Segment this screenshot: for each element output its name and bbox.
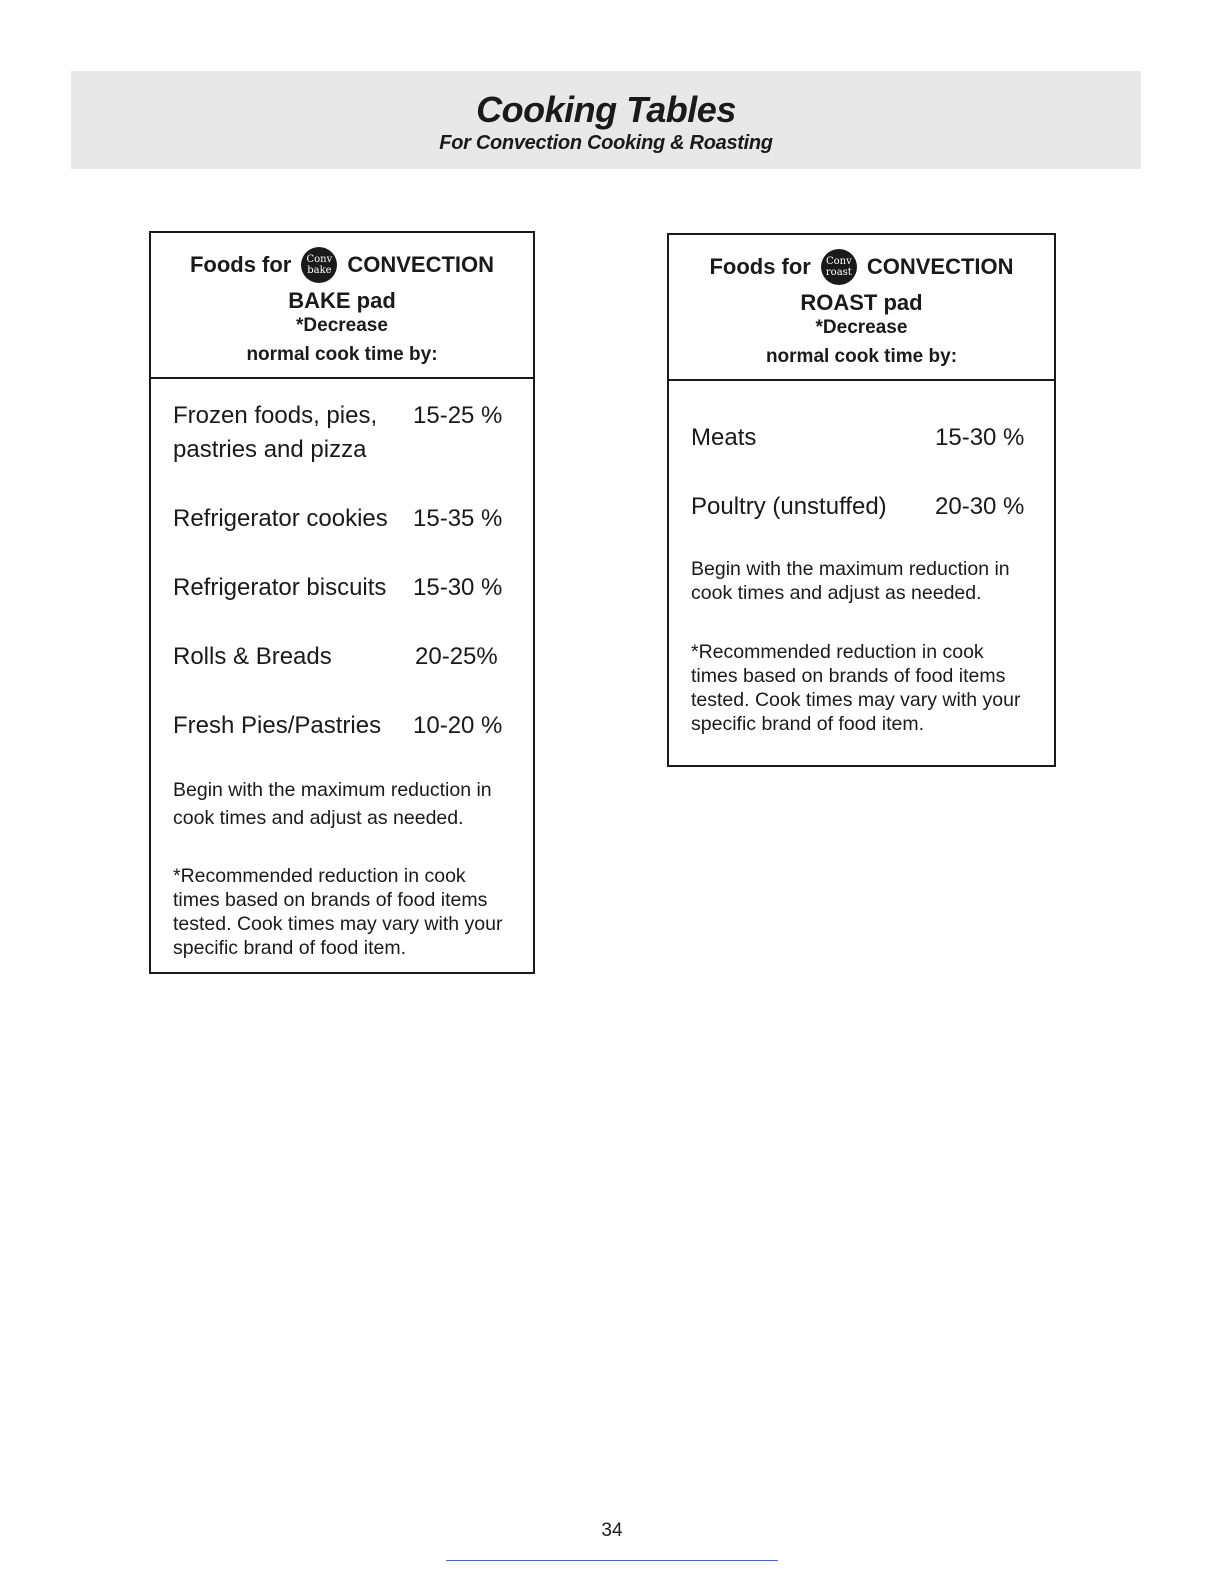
table-row-food: Poultry (unstuffed) [691,493,887,520]
page-subtitle: For Convection Cooking & Roasting [439,132,773,154]
conv-bake-icon: Conv bake [301,247,337,283]
roast-table-header [669,235,1054,381]
foods-for-label: Foods for [709,254,811,279]
recommended-note: *Recommended reduction in cook times based on brands of food items tested. Cook times may vary with your specific brand of food item. [691,641,1021,735]
table-row-food: Meats [691,424,757,451]
table-row-percent: 10-20 % [413,712,503,739]
page-title: Cooking Tables [476,89,736,130]
page-number: 34 [601,1520,623,1541]
table-row-percent: 20-25% [415,643,498,670]
table-row-food: Refrigerator biscuits [173,574,387,601]
convection-roast-table [667,233,1056,767]
convection-label: CONVECTION [866,254,1014,279]
table-row-food: Refrigerator cookies [173,505,388,532]
decrease-label: *Decrease [296,315,388,336]
recommended-note: *Recommended reduction in cook times based on brands of food items tested. Cook times may vary with your specific brand of food item. [173,865,503,959]
table-row-percent: 20-30 % [935,493,1025,520]
begin-note: Begin with the maximum reduction in cook times and adjust as needed. [173,779,492,829]
bake-pad-label: BAKE pad [288,288,396,313]
conv-roast-icon: Conv roast [821,249,857,285]
table-row-food: Rolls & Breads [173,643,332,670]
begin-note: Begin with the maximum reduction in cook times and adjust as needed. [691,558,1010,604]
table-row-food: Fresh Pies/Pastries [173,712,382,739]
header-band [71,71,1141,169]
normal-cook-time-label: normal cook time by: [765,346,958,367]
convection-bake-table [149,231,535,974]
table-row-percent: 15-30 % [935,424,1025,451]
bake-table-header [151,233,533,379]
table-row-percent: 15-30 % [413,574,503,601]
bottom-divider [446,1560,778,1561]
roast-pad-label: ROAST pad [800,290,923,315]
table-row-percent: 15-25 % [413,402,503,429]
foods-for-label: Foods for [189,252,292,277]
table-row-food: Frozen foods, pies, pastries and pizza [173,402,378,463]
table-row-percent: 15-35 % [413,505,503,532]
convection-label: CONVECTION [347,252,495,277]
normal-cook-time-label: normal cook time by: [246,344,438,365]
decrease-label: *Decrease [815,317,908,338]
